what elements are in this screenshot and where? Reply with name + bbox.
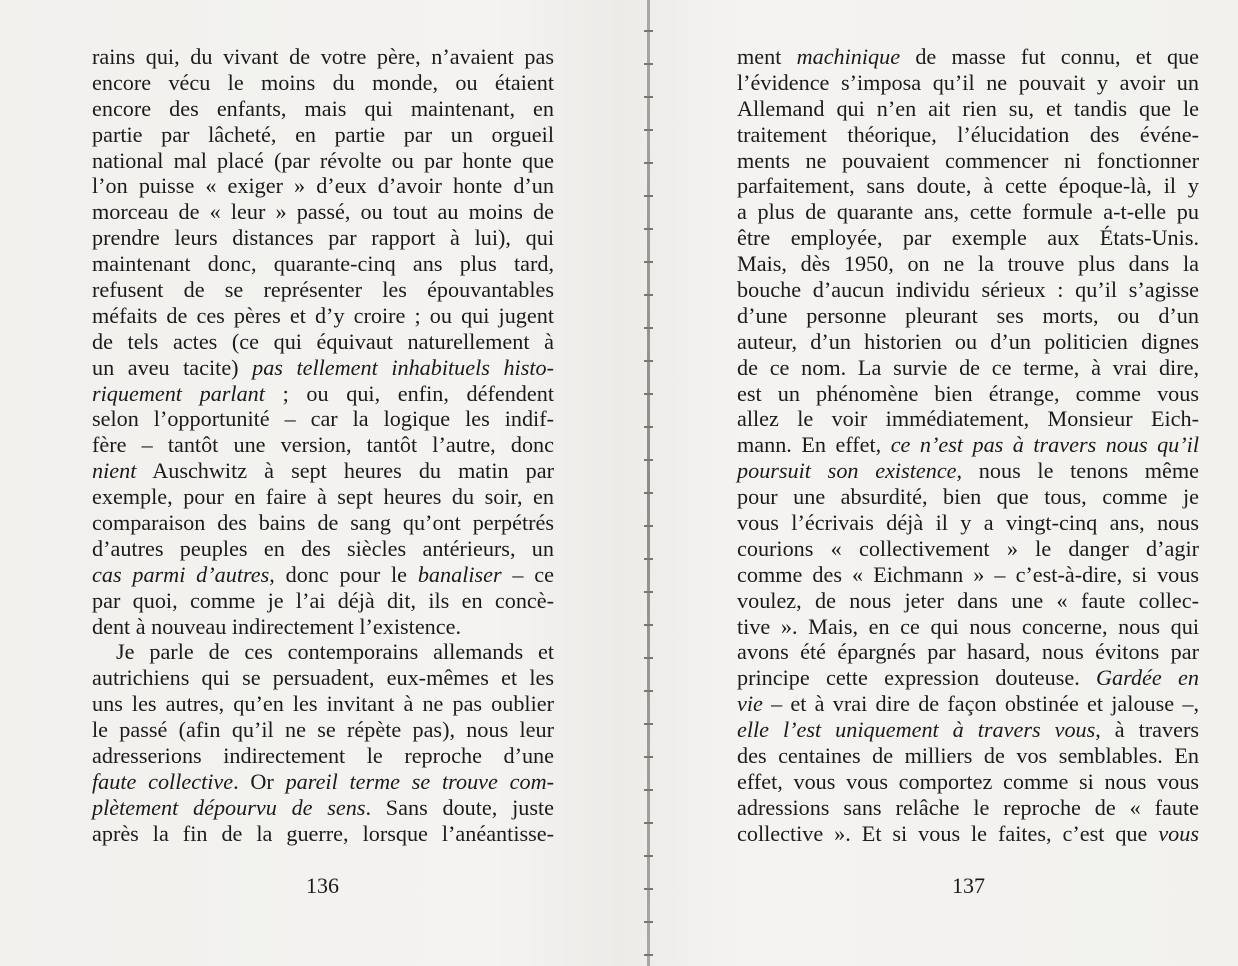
- text-run: national mal placé (par révolte ou par honte que: [92, 147, 554, 173]
- text-run: tive ». Mais, en ce qui nous concerne, nous qui: [737, 613, 1199, 639]
- text-line: [737, 821, 1199, 847]
- text-run: rains qui, du vivant de votre père, n’avaient pas: [92, 44, 554, 69]
- text-line: [737, 562, 1199, 588]
- text-run: avons été épargnés par hasard, nous évitons par: [737, 639, 1199, 665]
- text-line: [92, 355, 554, 381]
- text-line: [92, 639, 554, 665]
- text-line: [737, 173, 1199, 199]
- text-run: pour une absurdité, bien que tous, comme je: [737, 484, 1199, 510]
- text-run: selon l’opportunité – car la logique les indif-: [92, 406, 554, 432]
- text-line: [737, 225, 1199, 251]
- binding-stitch: [644, 525, 653, 527]
- text-run: d’autres peuples en des siècles antérieurs, un: [92, 535, 554, 561]
- binding-stitch: [644, 954, 653, 956]
- text-line: [737, 303, 1199, 329]
- italic-text: ce n’est pas à travers nous qu’il: [890, 432, 1199, 458]
- text-run: principe cette expression douteuse.: [737, 665, 1097, 691]
- binding-stitch: [644, 228, 653, 230]
- left-page-number: 136: [306, 873, 339, 898]
- text-run: encore vécu le moins du monde, ou étaient: [92, 69, 554, 95]
- text-line: [92, 70, 554, 96]
- binding-stitch: [644, 426, 653, 428]
- text-run: , à travers: [1095, 717, 1199, 743]
- binding-stitch: [644, 360, 653, 362]
- text-run: comme des « Eichmann » – c’est-à-dire, si vous: [737, 561, 1199, 587]
- text-line: [92, 44, 554, 70]
- text-line: [92, 614, 554, 640]
- binding-stitch: [644, 855, 653, 857]
- italic-text: poursuit son existence: [737, 458, 957, 484]
- text-run: adresserions indirectement le reproche d’une: [92, 743, 554, 769]
- text-line: [92, 458, 554, 484]
- binding-stitch: [644, 888, 653, 890]
- text-line: [92, 277, 554, 303]
- text-run: un aveu tacite): [92, 354, 253, 380]
- text-line: [737, 251, 1199, 277]
- text-line: [737, 44, 1199, 70]
- text-run: de tels actes (ce qui équivaut naturellement à: [92, 328, 554, 354]
- text-line: [737, 96, 1199, 122]
- text-line: [92, 122, 554, 148]
- binding-stitch: [644, 162, 653, 164]
- italic-text: nient: [92, 458, 137, 484]
- text-line: [737, 536, 1199, 562]
- binding-stitch: [644, 690, 653, 692]
- text-line: [92, 665, 554, 691]
- text-run: dent à nouveau indirectement l’existence.: [92, 613, 462, 639]
- text-run: d’une personne pleurant ses morts, ou d’un: [737, 302, 1199, 328]
- text-line: [737, 406, 1199, 432]
- text-run: maintenant donc, quarante-cinq ans plus tard,: [92, 251, 554, 277]
- text-line: [737, 743, 1199, 769]
- text-line: [737, 484, 1199, 510]
- text-line: [737, 639, 1199, 665]
- italic-text: pas tellement inhabituels histo-: [252, 354, 554, 380]
- text-line: [737, 795, 1199, 821]
- text-run: traitement théorique, l’élucidation des événe-: [737, 121, 1199, 147]
- binding-stitch: [644, 129, 653, 131]
- text-line: [92, 96, 554, 122]
- text-line: [737, 70, 1199, 96]
- text-run: de masse fut connu, et que: [900, 44, 1199, 69]
- text-run: autrichiens qui se persuadent, eux-mêmes et les: [92, 665, 554, 691]
- text-line: [92, 148, 554, 174]
- text-run: le passé (afin qu’il ne se répète pas), nous leur: [92, 717, 554, 743]
- italic-text: faute collective: [92, 768, 234, 794]
- text-line: [92, 743, 554, 769]
- binding-stitch: [644, 756, 653, 758]
- text-run: de ce nom. La survie de ce terme, à vrai dire,: [737, 354, 1199, 380]
- italic-text: machinique: [796, 44, 901, 69]
- text-line: [737, 199, 1199, 225]
- binding-stitch: [644, 30, 653, 32]
- text-run: adressions sans relâche le reproche de « faute: [737, 794, 1199, 820]
- text-line: [737, 381, 1199, 407]
- left-page: [92, 44, 554, 847]
- text-run: encore des enfants, mais qui maintenant, en: [92, 95, 554, 121]
- text-line: [737, 691, 1199, 717]
- binding-stitch: [644, 459, 653, 461]
- text-run: après la fin de la guerre, lorsque l’anéantisse-: [92, 820, 554, 846]
- text-line: [737, 277, 1199, 303]
- binding-stitch: [644, 789, 653, 791]
- binding-stitch: [644, 624, 653, 626]
- text-line: [737, 510, 1199, 536]
- italic-text: vie: [737, 691, 763, 717]
- text-run: mann. En effet,: [737, 432, 891, 458]
- text-run: – et à vrai dire de façon obstinée et jalouse –,: [762, 691, 1199, 717]
- book-binding: [634, 0, 664, 966]
- text-line: [737, 665, 1199, 691]
- binding-stitch: [644, 591, 653, 593]
- text-run: Je parle de ces contemporains allemands et: [116, 639, 554, 665]
- text-line: [92, 691, 554, 717]
- text-run: exemple, pour en faire à sept heures du soir, en: [92, 484, 554, 510]
- binding-stitch: [644, 393, 653, 395]
- binding-stitch: [644, 261, 653, 263]
- text-run: voulez, de nous jeter dans une « faute collec-: [737, 587, 1199, 613]
- binding-stitch: [644, 657, 653, 659]
- text-run: comparaison des bains de sang qu’ont perpétrés: [92, 510, 554, 536]
- text-line: [92, 173, 554, 199]
- text-run: . Or: [233, 768, 286, 794]
- text-run: auteur, d’un historien ou d’un politicien dignes: [737, 328, 1199, 354]
- italic-text: pareil terme se trouve com-: [285, 768, 554, 794]
- text-line: [737, 122, 1199, 148]
- text-run: courions « collectivement » le danger d’agir: [737, 535, 1199, 561]
- binding-stitch: [644, 63, 653, 65]
- text-run: allez le voir immédiatement, Monsieur Eich-: [737, 406, 1199, 432]
- text-run: partie par lâcheté, en partie par un orgueil: [92, 121, 554, 147]
- text-line: [92, 406, 554, 432]
- right-page: [737, 44, 1199, 847]
- text-line: [92, 199, 554, 225]
- text-line: [737, 432, 1199, 458]
- binding-stitch: [644, 723, 653, 725]
- binding-stitch: [644, 921, 653, 923]
- italic-text: Gardée en: [1096, 665, 1199, 691]
- text-run: – ce: [501, 561, 555, 587]
- binding-stitch: [644, 96, 653, 98]
- text-line: [92, 381, 554, 407]
- text-line: [737, 329, 1199, 355]
- text-line: [92, 510, 554, 536]
- text-run: uns les autres, qu’en les invitant à ne pas oublier: [92, 691, 554, 717]
- text-run: l’évidence s’imposa qu’il ne pouvait y avoir un: [737, 69, 1199, 95]
- text-run: est un phénomène bien étrange, comme vous: [737, 380, 1199, 406]
- text-run: bouche d’aucun individu sérieux : qu’il s’agisse: [737, 277, 1199, 303]
- text-run: effet, vous vous comportez comme si nous vous: [737, 768, 1199, 794]
- text-run: , nous le tenons même: [956, 458, 1200, 484]
- text-run: morceau de « leur » passé, ou tout au moins de: [92, 199, 554, 225]
- text-line: [92, 251, 554, 277]
- text-line: [92, 588, 554, 614]
- text-run: parfaitement, sans doute, à cette époque-là, il y: [737, 173, 1199, 199]
- right-page-number: 137: [952, 873, 985, 898]
- text-run: méfaits de ces pères et d’y croire ; ou qui jugent: [92, 302, 554, 328]
- text-line: [92, 821, 554, 847]
- italic-text: riquement parlant: [92, 380, 265, 406]
- text-line: [737, 148, 1199, 174]
- text-run: ments ne pouvaient commencer ni fonctionner: [737, 147, 1199, 173]
- text-line: [737, 769, 1199, 795]
- text-run: Allemand qui n’en ait rien su, et tandis que le: [737, 95, 1199, 121]
- text-line: [92, 536, 554, 562]
- binding-stitch: [644, 492, 653, 494]
- text-line: [737, 614, 1199, 640]
- text-run: , donc pour le: [269, 561, 418, 587]
- text-run: Auschwitz à sept heures du matin par: [136, 458, 554, 484]
- text-line: [737, 588, 1199, 614]
- italic-text: banaliser: [417, 561, 502, 587]
- binding-stitch: [644, 822, 653, 824]
- italic-text: cas parmi d’autres: [92, 561, 270, 587]
- text-line: [92, 795, 554, 821]
- text-line: [92, 562, 554, 588]
- text-line: [737, 717, 1199, 743]
- text-run: ; ou qui, enfin, défendent: [264, 380, 555, 406]
- text-run: l’on puisse « exiger » d’eux d’avoir honte d’un: [92, 173, 554, 199]
- text-run: par quoi, comme je l’ai déjà dit, ils en concè-: [92, 587, 554, 613]
- italic-text: plètement dépourvu de sens: [92, 794, 366, 820]
- text-line: [92, 717, 554, 743]
- text-run: ment: [737, 44, 797, 69]
- text-line: [92, 303, 554, 329]
- text-run: prendre leurs distances par rapport à lui), qui: [92, 225, 554, 251]
- text-run: vous l’écrivais déjà il y a vingt-cinq ans, nous: [737, 510, 1199, 536]
- text-run: être employée, par exemple aux États-Unis.: [737, 225, 1199, 251]
- text-line: [92, 329, 554, 355]
- binding-stitch: [644, 294, 653, 296]
- text-run: Mais, dès 1950, on ne la trouve plus dans la: [737, 251, 1199, 277]
- text-run: refusent de se représenter les épouvantables: [92, 277, 554, 303]
- text-run: a plus de quarante ans, cette formule a-t-elle pu: [737, 199, 1199, 225]
- text-run: des centaines de milliers de vos semblables. En: [737, 743, 1199, 769]
- text-line: [737, 458, 1199, 484]
- text-line: [92, 484, 554, 510]
- text-run: . Sans doute, juste: [365, 794, 554, 820]
- text-line: [737, 355, 1199, 381]
- binding-stitch: [644, 195, 653, 197]
- text-run: fère – tantôt une version, tantôt l’autre, donc: [92, 432, 554, 458]
- text-line: [92, 225, 554, 251]
- italic-text: vous: [1158, 820, 1199, 846]
- italic-text: elle l’est uniquement à travers vous: [737, 717, 1096, 743]
- text-line: [92, 432, 554, 458]
- text-line: [92, 769, 554, 795]
- binding-stitch: [644, 558, 653, 560]
- binding-stitch: [644, 327, 653, 329]
- text-run: collective ». Et si vous le faites, c’est que: [737, 820, 1159, 846]
